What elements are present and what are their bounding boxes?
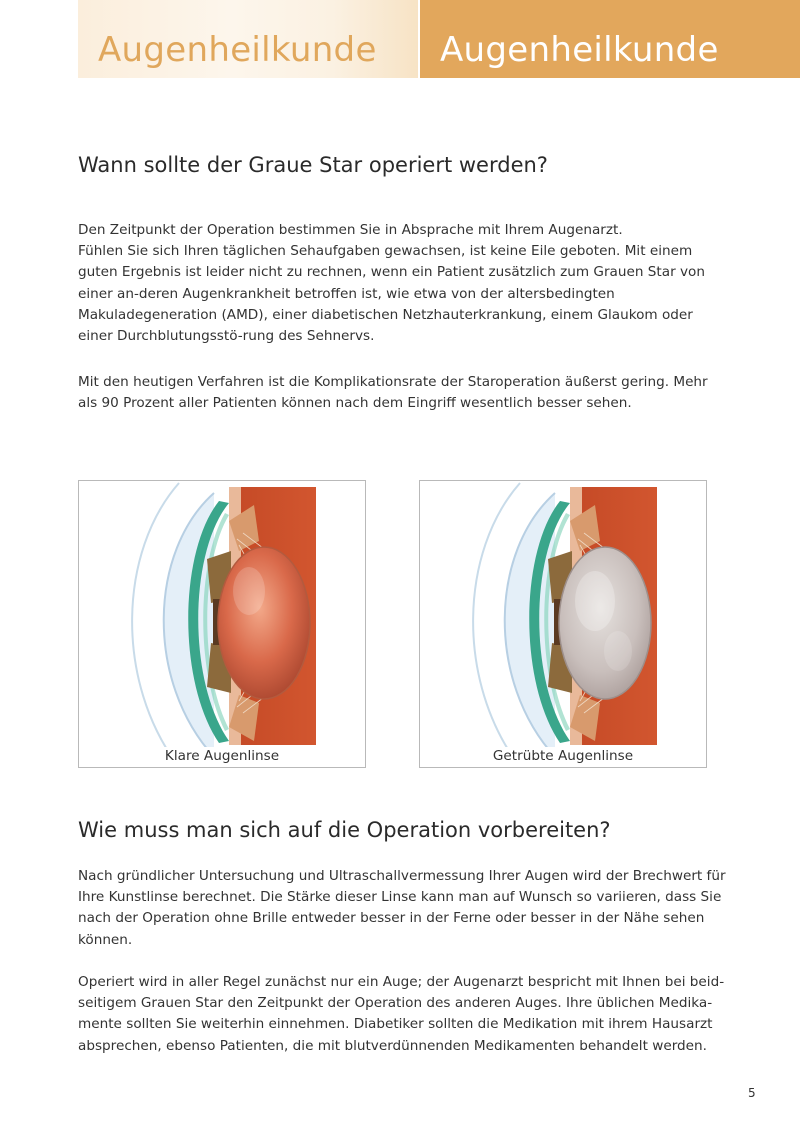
header-title-right: Augenheilkunde: [440, 30, 719, 70]
section2-paragraph-1: Nach gründlicher Untersuchung und Ultraschallvermessung Ihrer Augen wird der Brechwert für Ihre Kunstlinse berechnet. Die Stärke dieser Linse kann man auf Wunsch so variieren, dass Sie nach der Operation ohne Brille entweder besser in der Ferne oder besser in der Nähe sehen können.: [78, 868, 726, 948]
clouded-lens-illustration: [420, 481, 707, 768]
section1-heading: Wann sollte der Graue Star operiert werden?: [78, 153, 548, 177]
clear-lens: [218, 547, 310, 699]
section1-paragraph-2: Mit den heutigen Verfahren ist die Komplikationsrate der Staroperation äußerst gering. Mehr als 90 Prozent aller Patienten können nach dem Eingriff wesentlich besser sehen.: [78, 374, 708, 412]
clouded-lens-caption: Getrübte Augenlinse: [420, 747, 706, 767]
clouded-lens-figure: [419, 480, 707, 768]
clear-lens-figure: [78, 480, 366, 768]
section2-heading: Wie muss man sich auf die Operation vorbereiten?: [78, 818, 611, 842]
section1-paragraph-1: Den Zeitpunkt der Operation bestimmen Sie in Absprache mit Ihrem Augenarzt. Fühlen Sie sich Ihren täglichen Sehaufgaben gewachsen, ist keine Eile geboten. Mit einem guten Ergebnis ist leider nicht zu rechnen, wenn ein Patient zusätzlich zum Grauen Star von einer an-deren Augenkrankheit betroffen ist, wie etwa von der altersbedingten Makuladegeneration (AMD), einer diabetischen Netzhauterkrankung, einem Glaukom oder einer Durchblutungsstö-rung des Sehnervs.: [78, 222, 705, 345]
section2-paragraph-2: Operiert wird in aller Regel zunächst nur ein Auge; der Augenarzt bespricht mit Ihnen bei beid-seitigem Grauen Star den Zeitpunkt der Operation des anderen Auges. Ihre üblichen Medika-mente sollten Sie weiterhin einnehmen. Diabetiker sollten die Medikation mit ihrem Hausarzt absprechen, ebenso Patienten, die mit blutverdünnenden Medikamenten behandelt werden.: [78, 974, 725, 1054]
header-right-banner: [420, 0, 800, 78]
clear-lens-illustration: [79, 481, 366, 768]
page-number: 5: [748, 1086, 756, 1100]
header-left-banner: [78, 0, 418, 78]
header-title-left: Augenheilkunde: [98, 30, 377, 70]
clear-lens-caption: Klare Augenlinse: [79, 747, 365, 767]
